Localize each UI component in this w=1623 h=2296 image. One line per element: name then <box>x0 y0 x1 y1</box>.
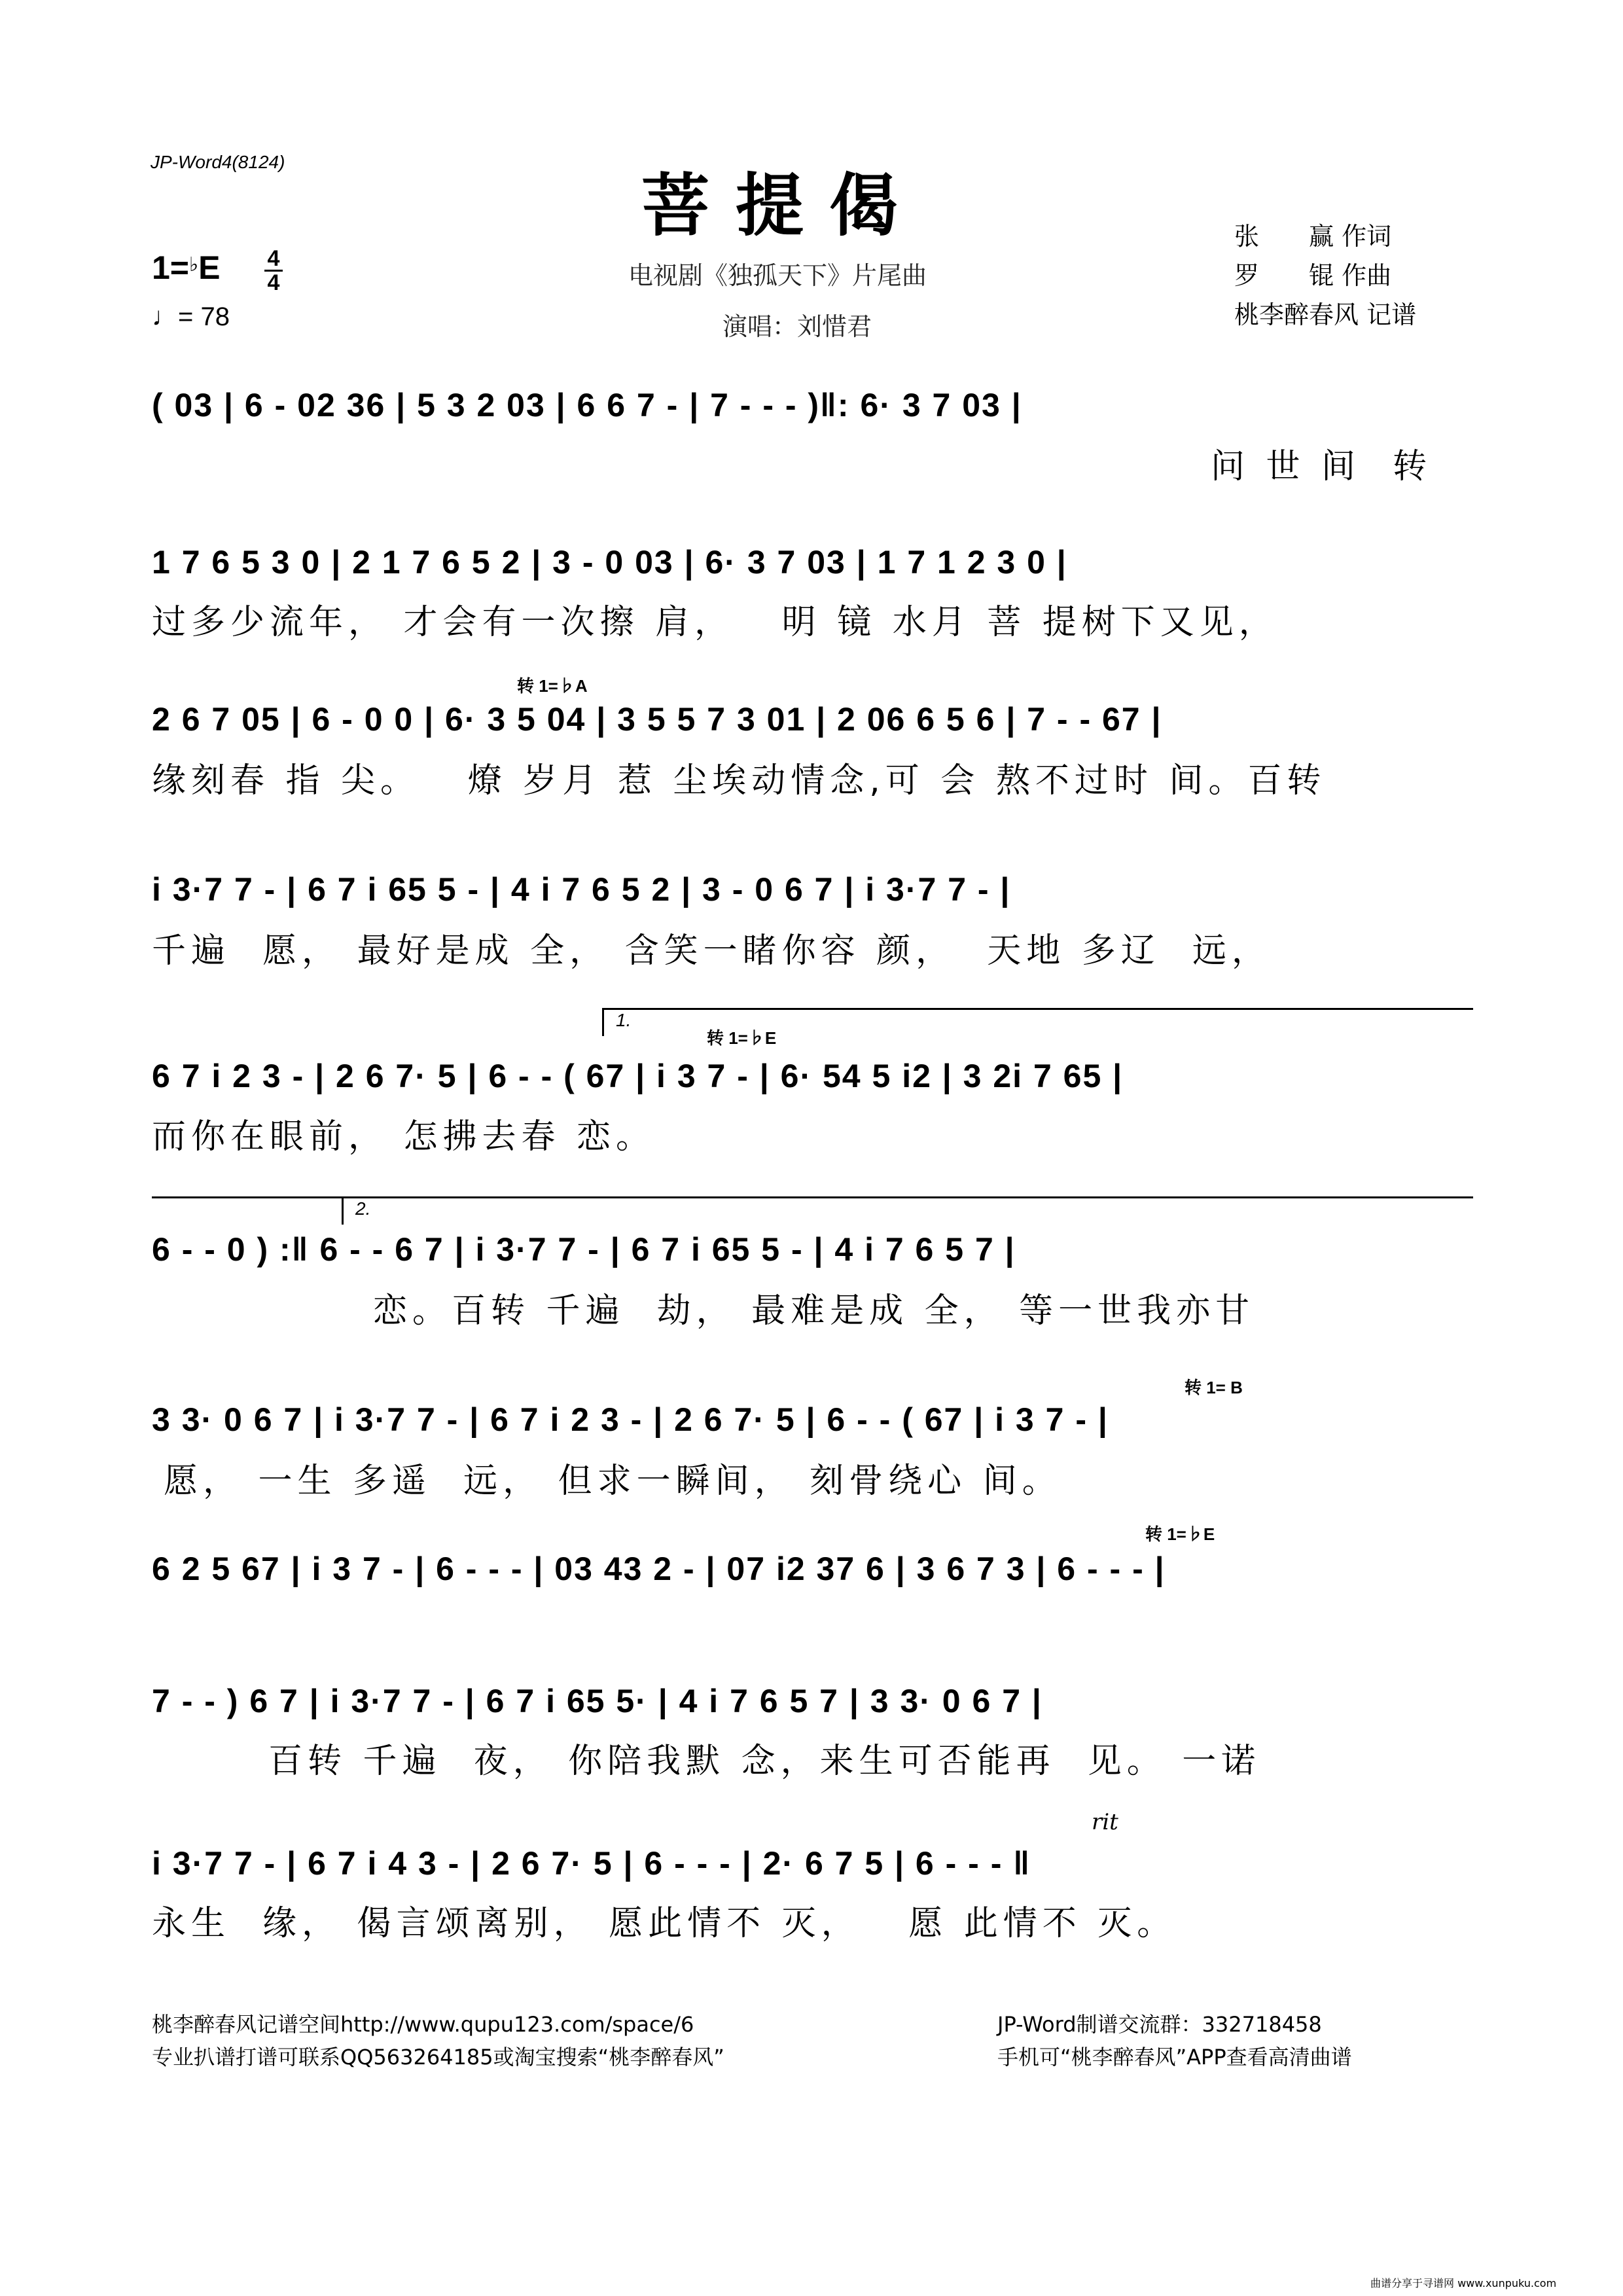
notation-line-4: i 3·7 7 - | 6 7 i 65 5 - | 4 i 7 6 5 2 | 3 - 0 6 7 | i 3·7 7 - | <box>152 871 1011 908</box>
lyrics-line-1: 问 世 间 转 <box>1211 447 1433 486</box>
lyrics-line-5: 而你在眼前， 怎拂去春 恋。 <box>152 1117 656 1157</box>
software-version: JP-Word4(8124) <box>151 152 285 172</box>
notation-line-10: i 3·7 7 - | 6 7 i 4 3 - | 2 6 7· 5 | 6 - - - | 2· 6 7 5 | 6 - - - ‖ <box>152 1845 1031 1882</box>
composer-credit: 罗 锟 作曲 <box>1234 261 1392 290</box>
notation-line-2: 1 7 6 5 3 0 | 2 1 7 6 5 2 | 3 - 0 03 | 6· 3 7 03 | 1 7 1 2 3 0 | <box>152 544 1067 581</box>
key-change-marker: 转 1=♭E <box>707 1028 777 1048</box>
notation-line-5: 6 7 i 2 3 - | 2 6 7· 5 | 6 - - ( 67 | i 3 7 - | 6· 54 5 i2 | 3 2i 7 65 | <box>152 1058 1124 1094</box>
first-ending-continuation <box>152 1196 342 1198</box>
second-ending-bracket: 2. <box>342 1196 1473 1225</box>
key-change-marker: 转 1=♭E <box>1145 1524 1215 1544</box>
ritardando-marking: rit <box>1092 1809 1118 1835</box>
time-signature: 4 4 <box>264 249 283 293</box>
first-ending-bracket: 1. <box>602 1008 1473 1036</box>
key-change-marker: 转 1= B <box>1185 1378 1243 1397</box>
footer-right-line-1: JP-Word制谱交流群：332718458 <box>997 2012 1322 2037</box>
notation-line-8: 6 2 5 67 | i 3 7 - | 6 - - - | 03 43 2 - | 07 i2 37 6 | 3 6 7 3 | 6 - - - | <box>152 1551 1166 1587</box>
key-change-marker: 转 1=♭A <box>517 676 588 696</box>
lyrics-line-9: 百转 千遍 夜， 你陪我默 念，来生可否能再 见。 一诺 <box>268 1742 1261 1781</box>
singer-credit: 演唱：刘惜君 <box>722 312 872 341</box>
song-title: 菩提偈 <box>641 165 925 245</box>
key-signature: 1=♭E <box>152 249 221 286</box>
footer-left-line-1: 桃李醉春风记谱空间http://www.qupu123.com/space/6 <box>152 2012 694 2037</box>
lyrics-line-3: 缘刻春 指 尖。 燎 岁月 惹 尘埃动情念,可 会 熬不过时 间。百转 <box>152 761 1327 800</box>
notation-line-1: ( 03 | 6 - 02 36 | 5 3 2 03 | 6 6 7 - | 7 - - - )‖: 6· 3 7 03 | <box>152 387 1022 423</box>
tempo-marking: ♩= 78 <box>152 302 230 331</box>
notation-line-6: 6 - - 0 ) :‖ 6 - - 6 7 | i 3·7 7 - | 6 7 i 65 5 - | 4 i 7 6 5 7 | <box>152 1231 1016 1268</box>
transcriber-credit: 桃李醉春风 记谱 <box>1234 300 1417 329</box>
lyrics-line-2: 过多少流年， 才会有一次擦 肩， 明 镜 水月 菩 提树下又见， <box>152 603 1278 642</box>
footer-left-line-2: 专业扒谱打谱可联系QQ563264185或淘宝搜索“桃李醉春风” <box>152 2045 724 2070</box>
lyrics-line-10: 永生 缘， 偈言颂离别， 愿此情不 灭， 愿 此情不 灭。 <box>152 1904 1177 1943</box>
lyrics-line-4: 千遍 愿， 最好是成 全， 含笑一睹你容 颜， 天地 多辽 远， <box>152 931 1271 971</box>
lyrics-line-6: 恋。百转 千遍 劫， 最难是成 全， 等一世我亦甘 <box>373 1291 1255 1331</box>
footer-right-line-2: 手机可“桃李醉春风”APP查看高清曲谱 <box>997 2045 1352 2070</box>
lyricist-credit: 张 赢 作词 <box>1234 222 1392 251</box>
notation-line-3: 2 6 7 05 | 6 - 0 0 | 6· 3 5 04 | 3 5 5 7 3 01 | 2 06 6 5 6 | 7 - - 67 | <box>152 701 1162 738</box>
lyrics-line-7: 愿， 一生 多遥 远， 但求一瞬间， 刻骨绕心 间。 <box>164 1462 1061 1501</box>
notation-line-7: 3 3· 0 6 7 | i 3·7 7 - | 6 7 i 2 3 - | 2 6 7· 5 | 6 - - ( 67 | i 3 7 - | <box>152 1401 1109 1438</box>
song-subtitle: 电视剧《独孤天下》片尾曲 <box>628 261 927 290</box>
site-watermark: 曲谱分享于寻谱网 www.xunpuku.com <box>1370 2277 1557 2289</box>
notation-line-9: 7 - - ) 6 7 | i 3·7 7 - | 6 7 i 65 5· | 4 i 7 6 5 7 | 3 3· 0 6 7 | <box>152 1683 1043 1719</box>
